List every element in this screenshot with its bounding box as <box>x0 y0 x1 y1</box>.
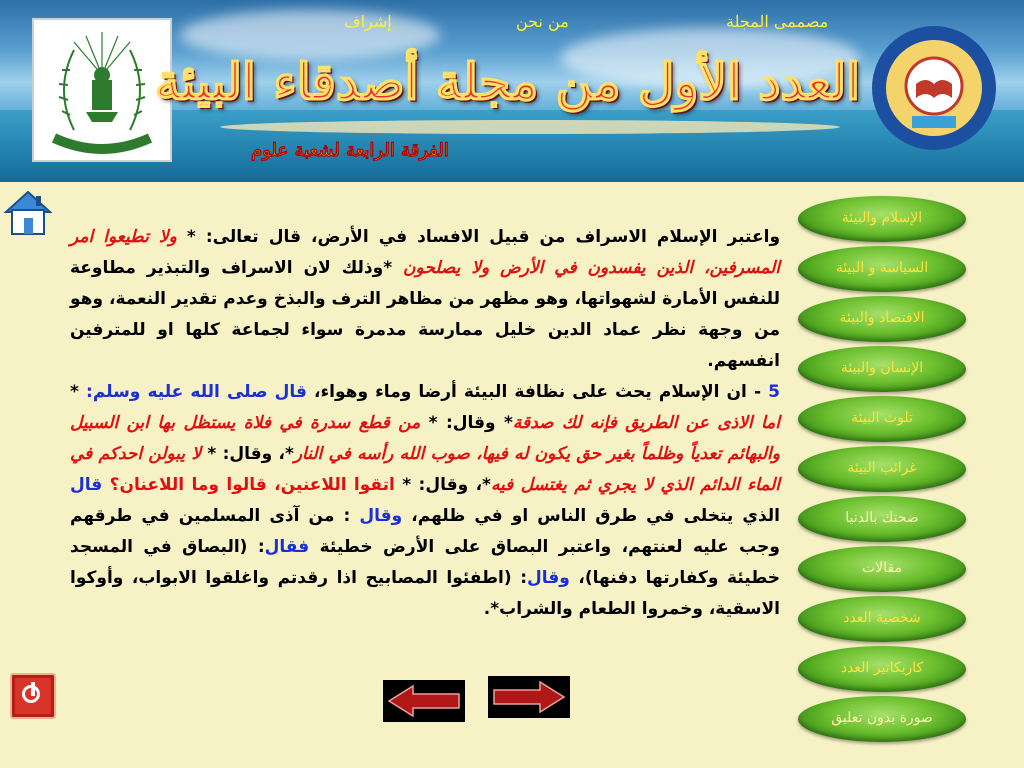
article-text: : من آذى المسلمين في طرقهم وجب عليه لعنتهم، واعتبر البصاق على الأرض خطيئة <box>70 506 780 557</box>
sidebar-item-laugh[interactable]: ضحتك بالدنيا <box>798 496 966 542</box>
article-body <box>70 222 780 625</box>
nav-link-designers[interactable]: مصممى المجلة <box>726 12 829 31</box>
faculty-emblem-icon <box>866 18 1002 158</box>
home-icon <box>2 188 54 238</box>
sidebar-item-caricature[interactable]: كاريكاتير العدد <box>798 646 966 692</box>
power-icon-bar <box>31 682 35 696</box>
article-text: *وذلك لان الاسراف والتبذير مطاوعة للنفس الأمارة لشهواتها، وهو مظهر من مظاهر الترف والبذخ وعدم تقدير النعمة، وهو من وجهة نظر عماد الدين خليل ممارسة مدمرة سواء لجماعة كلها او للمترفين انفسهم. <box>70 258 780 371</box>
sidebar-item-photo[interactable]: صورة بدون تعليق <box>798 696 966 742</box>
sidebar-item-oddities[interactable]: غرائب البيئة <box>798 446 966 492</box>
banner-island <box>220 120 840 134</box>
article-text: - ان الإسلام يحث على نظافة البيئة أرضا وماء وهواء، <box>306 382 769 402</box>
article-text: : (البصاق في المسجد خطيئة وكفارتها دفنها)، <box>70 537 781 588</box>
hadith-quote: اما الاذى عن الطريق فإنه لك صدقة <box>512 413 781 433</box>
sidebar-item-economy-environment[interactable]: الاقتصاد والبيئة <box>798 296 966 342</box>
article-text: * وقال: * <box>428 413 513 433</box>
quran-quote: ولا تطيعوا امر المسرفين، الذين يفسدون في الأرض ولا يصلحون <box>70 227 781 278</box>
said-word: وقال <box>527 568 570 588</box>
nav-link-supervision[interactable]: إشراف <box>344 12 392 31</box>
article-text: *، وقال: * <box>402 475 491 495</box>
sidebar-item-islam-environment[interactable]: الإسلام والبيئة <box>798 196 966 242</box>
said-word: فقال <box>264 537 310 557</box>
sidebar-item-pollution[interactable]: تلوث البيئة <box>798 396 966 442</box>
home-button[interactable] <box>2 188 54 238</box>
article-text: *. <box>483 599 500 619</box>
article-text: الذي يتخلى في طرق الناس او في ظلهم، <box>402 506 781 526</box>
prophet-said: قال صلى الله عليه وسلم: <box>86 382 307 402</box>
next-page-button[interactable] <box>488 676 570 718</box>
sidebar-item-personality[interactable]: شخصية العدد <box>798 596 966 642</box>
sidebar-item-articles[interactable]: مقالات <box>798 546 966 592</box>
article-text: : (اطفئوا المصابيح اذا رقدتم واغلقوا الابواب، وأوكوا الاسقية، وخمروا الطعام والشراب <box>70 568 780 619</box>
mansoura-university-logo <box>32 18 172 162</box>
article-text: *، وقال: * <box>207 444 294 464</box>
magazine-subtitle: الفرقة الرابعة لشعبة علوم <box>251 140 449 161</box>
sidebar-item-politics-environment[interactable]: السياسة و البيئة <box>798 246 966 292</box>
hadith-quote: لا يبولن احدكم في الماء الدائم الذي لا يجري ثم يغتسل فيه <box>70 444 780 495</box>
magazine-title: العدد الأول من مجلة أصدقاء البيئة <box>154 52 860 111</box>
sidebar-nav <box>798 196 968 746</box>
said-word: وقال <box>359 506 403 526</box>
article-text: * <box>70 382 87 402</box>
hadith-quote: من قطع سدرة في فلاة يستظل بها ابن السبيل والبهائم تعدياً وظلماً بغير حق يكون له فيها، صوب الله رأسه في النار <box>70 413 780 464</box>
arrow-left-icon <box>383 680 465 722</box>
arrow-right-icon <box>488 676 570 718</box>
hadith-quote: اتقوا اللاعنين، قالوا وما اللاعنان؟ <box>109 475 395 495</box>
item-number: 5 <box>768 382 781 402</box>
said-word: قال <box>70 475 103 495</box>
exit-button[interactable] <box>10 673 56 719</box>
sidebar-item-human-environment[interactable]: الإنسان والبيئة <box>798 346 966 392</box>
header-banner <box>0 0 1024 182</box>
previous-page-button[interactable] <box>383 680 465 722</box>
faculty-of-education-logo <box>866 18 1002 158</box>
university-emblem-icon <box>34 20 170 160</box>
nav-link-about-us[interactable]: من نحن <box>516 12 569 31</box>
article-text: واعتبر الإسلام الاسراف من قبيل الافساد في الأرض، قال تعالى: * <box>186 227 781 247</box>
